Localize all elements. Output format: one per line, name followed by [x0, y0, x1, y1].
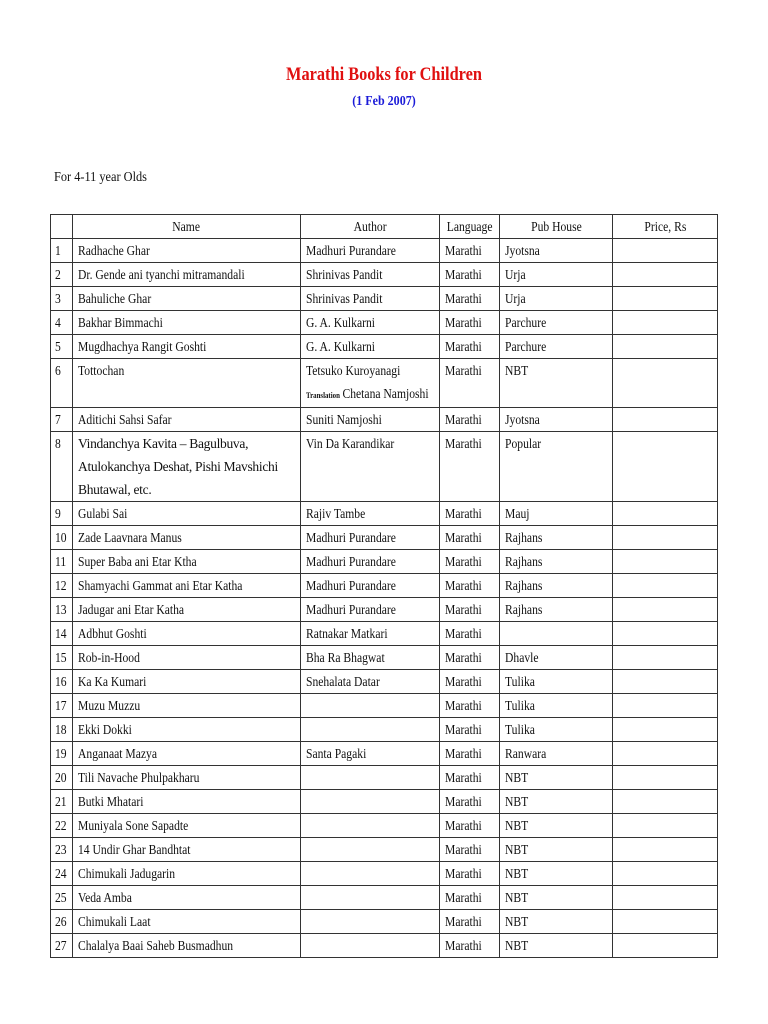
- cell-price: [613, 670, 718, 694]
- cell-pub-house: Rajhans: [500, 574, 613, 598]
- cell-name: Chimukali Laat: [73, 910, 301, 934]
- cell-author: Madhuri Purandare: [301, 574, 440, 598]
- cell-author: Santa Pagaki: [301, 742, 440, 766]
- cell-pub-house: NBT: [500, 934, 613, 958]
- table-row: [51, 934, 718, 958]
- cell-pub-house: NBT: [500, 838, 613, 862]
- cell-name: Tili Navache Phulpakharu: [73, 766, 301, 790]
- table-row: [51, 550, 718, 574]
- cell-pub-house: Rajhans: [500, 598, 613, 622]
- cell-price: [613, 263, 718, 287]
- cell-language: Marathi: [440, 502, 500, 526]
- cell-name: Anganaat Mazya: [73, 742, 301, 766]
- translation-label: Translation: [306, 391, 340, 400]
- cell-pub-house: [500, 622, 613, 646]
- cell-number: 14: [51, 622, 73, 646]
- cell-price: [613, 359, 718, 408]
- cell-pub-house: NBT: [500, 814, 613, 838]
- cell-name: Bakhar Bimmachi: [73, 311, 301, 335]
- cell-language: Marathi: [440, 694, 500, 718]
- cell-language: Marathi: [440, 886, 500, 910]
- cell-language: Marathi: [440, 814, 500, 838]
- cell-author: [301, 814, 440, 838]
- cell-author: Shrinivas Pandit: [301, 287, 440, 311]
- cell-pub-house: Ranwara: [500, 742, 613, 766]
- cell-name: Chalalya Baai Saheb Busmadhun: [73, 934, 301, 958]
- cell-author: [301, 718, 440, 742]
- cell-price: [613, 694, 718, 718]
- cell-number: 16: [51, 670, 73, 694]
- cell-price: [613, 934, 718, 958]
- cell-number: 5: [51, 335, 73, 359]
- cell-pub-house: NBT: [500, 910, 613, 934]
- cell-pub-house: Popular: [500, 432, 613, 502]
- cell-number: 11: [51, 550, 73, 574]
- table-row: [51, 239, 718, 263]
- cell-language: Marathi: [440, 359, 500, 408]
- table-row: [51, 622, 718, 646]
- cell-number: 25: [51, 886, 73, 910]
- cell-price: [613, 742, 718, 766]
- document-title: Marathi Books for Children: [286, 64, 482, 85]
- header-pub-house: Pub House: [500, 215, 613, 239]
- cell-name: Jadugar ani Etar Katha: [73, 598, 301, 622]
- cell-author: [301, 838, 440, 862]
- cell-pub-house: Parchure: [500, 311, 613, 335]
- cell-name: Gulabi Sai: [73, 502, 301, 526]
- cell-author: Ratnakar Matkari: [301, 622, 440, 646]
- cell-number: 12: [51, 574, 73, 598]
- table-row: [51, 646, 718, 670]
- cell-number: 10: [51, 526, 73, 550]
- header-language: Language: [440, 215, 500, 239]
- table-row: [51, 766, 718, 790]
- cell-pub-house: Jyotsna: [500, 408, 613, 432]
- cell-author: Tetsuko Kuroyanagi Translation Chetana Namjoshi: [301, 359, 440, 408]
- table-row: [51, 694, 718, 718]
- cell-language: Marathi: [440, 574, 500, 598]
- cell-name: Muniyala Sone Sapadte: [73, 814, 301, 838]
- cell-price: [613, 718, 718, 742]
- cell-pub-house: Rajhans: [500, 550, 613, 574]
- cell-price: [613, 838, 718, 862]
- section-heading: For 4-11 year Olds: [54, 170, 147, 185]
- cell-author: Snehalata Datar: [301, 670, 440, 694]
- cell-pub-house: Jyotsna: [500, 239, 613, 263]
- cell-price: [613, 432, 718, 502]
- cell-language: Marathi: [440, 718, 500, 742]
- header-name: Name: [73, 215, 301, 239]
- cell-name: Radhache Ghar: [73, 239, 301, 263]
- translator: Chetana Namjoshi: [342, 386, 429, 401]
- cell-language: Marathi: [440, 790, 500, 814]
- cell-author: [301, 790, 440, 814]
- cell-number: 26: [51, 910, 73, 934]
- cell-price: [613, 239, 718, 263]
- cell-name: Super Baba ani Etar Ktha: [73, 550, 301, 574]
- cell-price: [613, 408, 718, 432]
- cell-price: [613, 646, 718, 670]
- books-table: [50, 214, 718, 958]
- cell-pub-house: Urja: [500, 263, 613, 287]
- cell-author: Rajiv Tambe: [301, 502, 440, 526]
- cell-language: Marathi: [440, 335, 500, 359]
- cell-price: [613, 335, 718, 359]
- cell-language: Marathi: [440, 432, 500, 502]
- cell-author: [301, 934, 440, 958]
- cell-author: Madhuri Purandare: [301, 526, 440, 550]
- cell-name: Adbhut Goshti: [73, 622, 301, 646]
- table-row: [51, 408, 718, 432]
- cell-name: Bahuliche Ghar: [73, 287, 301, 311]
- cell-number: 21: [51, 790, 73, 814]
- table-row: [51, 862, 718, 886]
- table-row: [51, 670, 718, 694]
- cell-price: [613, 598, 718, 622]
- cell-name: Butki Mhatari: [73, 790, 301, 814]
- cell-author: Suniti Namjoshi: [301, 408, 440, 432]
- table-row: [51, 311, 718, 335]
- cell-pub-house: NBT: [500, 862, 613, 886]
- cell-price: [613, 311, 718, 335]
- cell-name: Chimukali Jadugarin: [73, 862, 301, 886]
- cell-name: Veda Amba: [73, 886, 301, 910]
- cell-pub-house: Dhavle: [500, 646, 613, 670]
- table-row: [51, 790, 718, 814]
- table-row: [51, 814, 718, 838]
- cell-language: Marathi: [440, 239, 500, 263]
- cell-number: 20: [51, 766, 73, 790]
- table-row: [51, 432, 718, 502]
- cell-price: [613, 886, 718, 910]
- cell-pub-house: Mauj: [500, 502, 613, 526]
- cell-author: [301, 766, 440, 790]
- table-row: [51, 838, 718, 862]
- cell-number: 4: [51, 311, 73, 335]
- cell-number: 2: [51, 263, 73, 287]
- cell-number: 23: [51, 838, 73, 862]
- cell-number: 6: [51, 359, 73, 408]
- cell-pub-house: NBT: [500, 886, 613, 910]
- cell-pub-house: NBT: [500, 359, 613, 408]
- cell-number: 24: [51, 862, 73, 886]
- cell-author: [301, 886, 440, 910]
- table-row: [51, 263, 718, 287]
- cell-name: Muzu Muzzu: [73, 694, 301, 718]
- header-price: Price, Rs: [613, 215, 718, 239]
- cell-author: Bha Ra Bhagwat: [301, 646, 440, 670]
- cell-number: 18: [51, 718, 73, 742]
- cell-pub-house: NBT: [500, 790, 613, 814]
- cell-author: Madhuri Purandare: [301, 598, 440, 622]
- cell-language: Marathi: [440, 910, 500, 934]
- cell-language: Marathi: [440, 766, 500, 790]
- cell-price: [613, 622, 718, 646]
- cell-language: Marathi: [440, 670, 500, 694]
- cell-name: Aditichi Sahsi Safar: [73, 408, 301, 432]
- cell-name: Tottochan: [73, 359, 301, 408]
- cell-author: G. A. Kulkarni: [301, 335, 440, 359]
- cell-name: Mugdhachya Rangit Goshti: [73, 335, 301, 359]
- cell-author: G. A. Kulkarni: [301, 311, 440, 335]
- cell-name: Ka Ka Kumari: [73, 670, 301, 694]
- cell-number: 8: [51, 432, 73, 502]
- cell-number: 17: [51, 694, 73, 718]
- cell-number: 1: [51, 239, 73, 263]
- cell-price: [613, 574, 718, 598]
- cell-number: 27: [51, 934, 73, 958]
- cell-number: 13: [51, 598, 73, 622]
- cell-number: 9: [51, 502, 73, 526]
- table-row: [51, 526, 718, 550]
- cell-pub-house: Tulika: [500, 694, 613, 718]
- cell-price: [613, 814, 718, 838]
- cell-number: 3: [51, 287, 73, 311]
- table-row: [51, 910, 718, 934]
- cell-author: Madhuri Purandare: [301, 239, 440, 263]
- cell-price: [613, 550, 718, 574]
- cell-language: Marathi: [440, 408, 500, 432]
- table-row: [51, 598, 718, 622]
- cell-price: [613, 862, 718, 886]
- cell-number: 7: [51, 408, 73, 432]
- cell-number: 19: [51, 742, 73, 766]
- cell-pub-house: Tulika: [500, 718, 613, 742]
- cell-author: [301, 694, 440, 718]
- cell-author: Madhuri Purandare: [301, 550, 440, 574]
- cell-pub-house: Urja: [500, 287, 613, 311]
- cell-language: Marathi: [440, 622, 500, 646]
- cell-number: 15: [51, 646, 73, 670]
- document-date: (1 Feb 2007): [352, 94, 416, 109]
- cell-pub-house: NBT: [500, 766, 613, 790]
- cell-name: Shamyachi Gammat ani Etar Katha: [73, 574, 301, 598]
- cell-language: Marathi: [440, 311, 500, 335]
- table-row: [51, 742, 718, 766]
- cell-price: [613, 287, 718, 311]
- cell-author: Vin Da Karandikar: [301, 432, 440, 502]
- table-row: [51, 287, 718, 311]
- cell-language: Marathi: [440, 862, 500, 886]
- cell-language: Marathi: [440, 934, 500, 958]
- cell-language: Marathi: [440, 598, 500, 622]
- table-row: [51, 574, 718, 598]
- cell-price: [613, 526, 718, 550]
- cell-language: Marathi: [440, 742, 500, 766]
- cell-name: Zade Laavnara Manus: [73, 526, 301, 550]
- table-row: [51, 886, 718, 910]
- table-row: [51, 359, 718, 408]
- cell-price: [613, 910, 718, 934]
- cell-price: [613, 790, 718, 814]
- cell-author: Shrinivas Pandit: [301, 263, 440, 287]
- cell-language: Marathi: [440, 263, 500, 287]
- cell-language: Marathi: [440, 287, 500, 311]
- cell-name: Dr. Gende ani tyanchi mitramandali: [73, 263, 301, 287]
- cell-language: Marathi: [440, 550, 500, 574]
- cell-author: [301, 862, 440, 886]
- cell-author: [301, 910, 440, 934]
- table-row: [51, 335, 718, 359]
- cell-name: Rob-in-Hood: [73, 646, 301, 670]
- table-header-row: [51, 215, 718, 239]
- cell-price: [613, 502, 718, 526]
- cell-pub-house: Parchure: [500, 335, 613, 359]
- cell-language: Marathi: [440, 646, 500, 670]
- cell-pub-house: Tulika: [500, 670, 613, 694]
- cell-language: Marathi: [440, 838, 500, 862]
- header-number: [51, 215, 73, 239]
- cell-name: Ekki Dokki: [73, 718, 301, 742]
- cell-number: 22: [51, 814, 73, 838]
- cell-name: Vindanchya Kavita – Bagulbuva, Atulokanchya Deshat, Pishi Mavshichi Bhutawal, etc.: [73, 432, 301, 502]
- table-row: [51, 718, 718, 742]
- header-author: Author: [301, 215, 440, 239]
- cell-language: Marathi: [440, 526, 500, 550]
- cell-name: 14 Undir Ghar Bandhtat: [73, 838, 301, 862]
- cell-price: [613, 766, 718, 790]
- cell-pub-house: Rajhans: [500, 526, 613, 550]
- table-row: [51, 502, 718, 526]
